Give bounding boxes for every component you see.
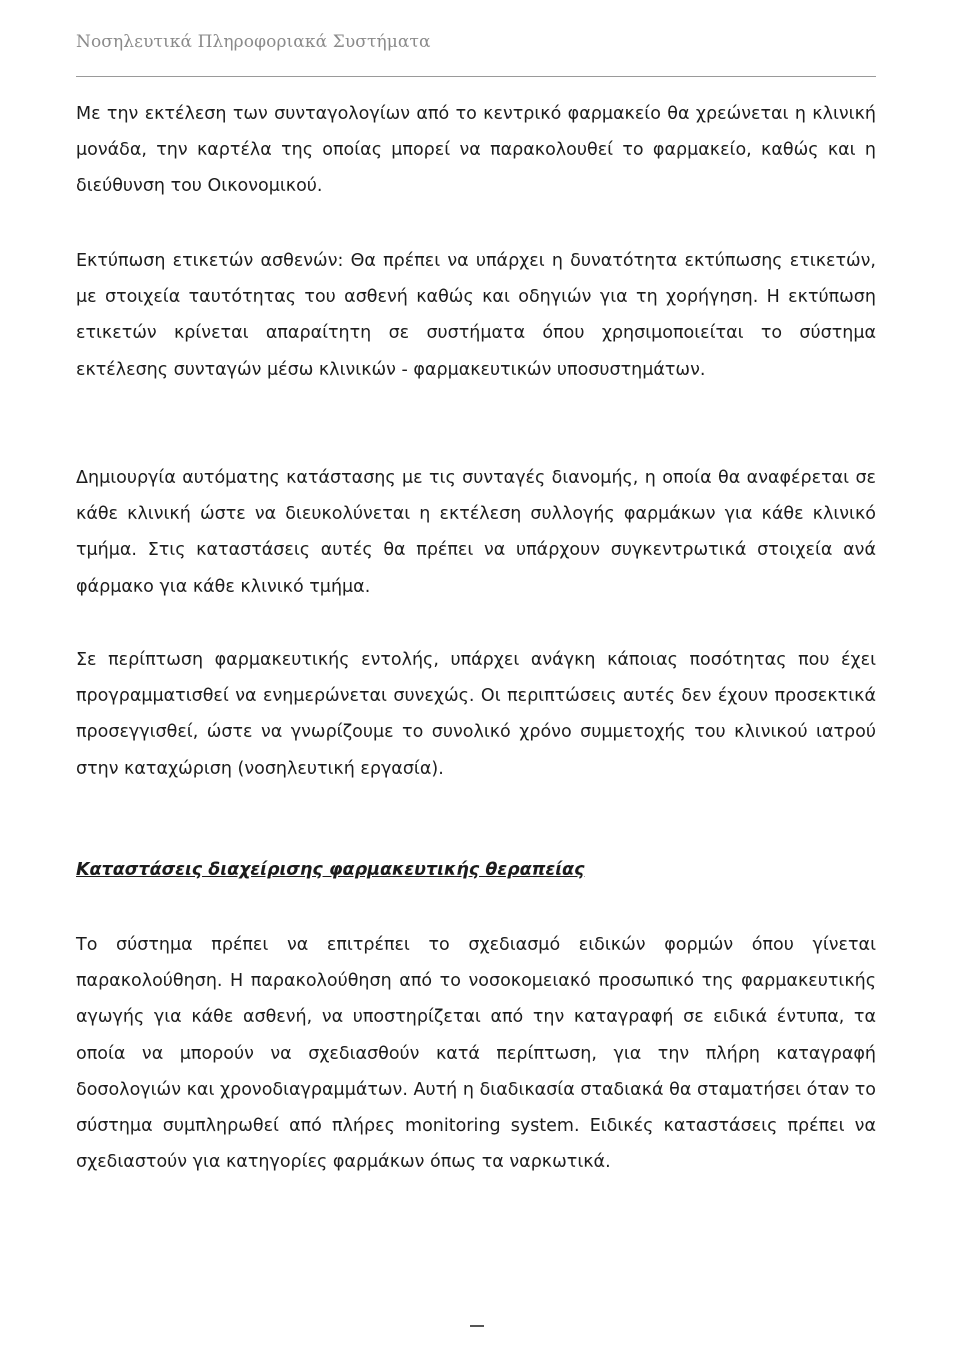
paragraph-distribution-report: Δημιουργία αυτόματης κατάστασης με τις συνταγές διανομής, η οποία θα αναφέρεται σε κάθε κλινική ώστε να διευκολύνεται η εκτέλεση συλλογής φαρμάκων για κάθε κλινικό τμήμα. Στις καταστάσεις αυτές θα πρέπει να υπάρχουν συγκεντρωτικά στοιχεία ανά φάρμακο για κάθε κλινικό τμήμα. — [76, 468, 876, 597]
page-mark — [470, 1325, 484, 1327]
header-divider — [76, 76, 876, 77]
paragraph-pharmaceutical-order: Σε περίπτωση φαρμακευτικής εντολής, υπάρχει ανάγκη κάποιας ποσότητας που έχει προγραμματισθεί να ενημερώνεται συνεχώς. Οι περιπτώσεις αυτές δεν έχουν προσεκτικά προσεγγισθεί, ώστε να γνωρίζουμε το συνολικό χρόνο συμμετοχής του κλινικού ιατρού στην καταχώριση (νοσηλευτική εργασία). — [76, 650, 876, 779]
section-heading: Καταστάσεις διαχείρισης φαρμακευτικής θεραπείας — [76, 860, 585, 880]
paragraph-label-printing: Εκτύπωση ετικετών ασθενών: Θα πρέπει να υπάρχει η δυνατότητα εκτύπωσης ετικετών, με στοιχεία ταυτότητας του ασθενή καθώς και οδηγιών για τη χορήγηση. Η εκτύπωση ετικετών κρίνεται απαραίτητη σε συστήματα όπου χρησιμοποιείται το σύστημα εκτέλεσης συνταγών μέσω κλινικών - φαρμακευτικών υποσυστημάτων. — [76, 251, 876, 380]
paragraph-monitoring: Το σύστημα πρέπει να επιτρέπει το σχεδιασμό ειδικών φορμών όπου γίνεται παρακολούθηση. Η παρακολούθηση από το νοσοκομειακό προσωπικό της φαρμακευτικής αγωγής για κάθε ασθενή, να υποστηρίζεται από την καταγραφή σε ειδικά έντυπα, τα οποία να μπορούν να σχεδιασθούν κατά περίπτωση, για την πλήρη καταγραφή δοσολογιών και χρονοδιαγραμμάτων. Αυτή η διαδικασία σταδιακά θα σταματήσει όταν το σύστημα συμπληρωθεί από πλήρες monitoring system. Ειδικές καταστάσεις πρέπει να σχεδιαστούν για κατηγορίες φαρμάκων όπως τα ναρκωτικά. — [76, 935, 876, 1173]
paragraph-billing: Με την εκτέλεση των συνταγολογίων από το κεντρικό φαρμακείο θα χρεώνεται η κλινική μονάδα, την καρτέλα της οποίας μπορεί να παρακολουθεί το φαρμακείο, καθώς και η διεύθυνση του Οικονομικού. — [76, 104, 876, 197]
running-header: Νοσηλευτικά Πληροφοριακά Συστήματα — [76, 32, 431, 52]
